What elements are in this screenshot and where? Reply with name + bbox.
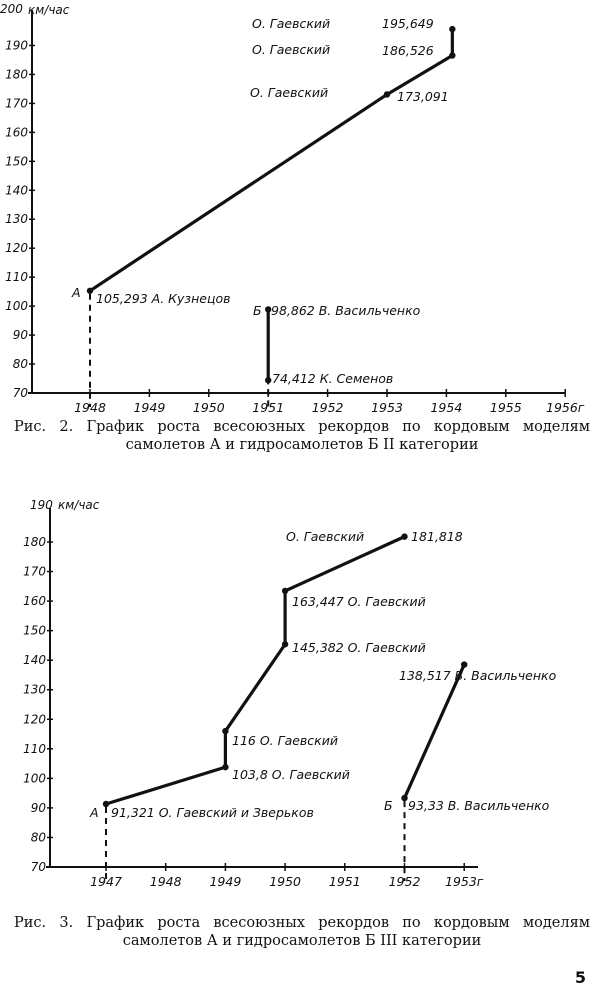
chart-2-y-tick-label: 130 xyxy=(23,682,46,697)
chart-2-x-tick-label: 1951 xyxy=(328,874,361,889)
chart-1-x-tick-label: 1955 xyxy=(489,400,522,415)
chart-1-y-tick-label: 140 xyxy=(5,183,28,198)
chart-2-data-point xyxy=(282,588,288,594)
chart-1-data-point xyxy=(449,26,455,32)
chart-1-y-tick-label: 120 xyxy=(5,241,28,256)
chart-2-x-tick-label: 1947 xyxy=(90,874,122,889)
chart-1-x-tick-label: 1951 xyxy=(252,400,285,415)
chart-2-data-point xyxy=(103,801,109,807)
chart-2-y-tick-label: 140 xyxy=(23,653,46,668)
chart-2-x-tick-label: 1948 xyxy=(149,874,182,889)
chart-2 xyxy=(23,498,556,889)
chart-2-y-tick-label: 170 xyxy=(23,564,46,579)
chart-1-y-unit: км/час xyxy=(28,3,70,17)
chart-2-y-tick-label: 100 xyxy=(23,771,46,786)
chart-2-annotation-author: О. Гаевский xyxy=(286,529,365,544)
chart-2-point-label: 138,517 В. Васильченко xyxy=(399,668,557,683)
chart-1-y-top-tick: 200 xyxy=(0,2,23,16)
chart-2-y-tick-label: 180 xyxy=(23,535,46,549)
chart-2-y-top-tick: 190 xyxy=(30,498,53,512)
chart-2-data-point xyxy=(461,661,467,667)
chart-1-point-label: 98,862 В. Васильченко xyxy=(271,303,421,318)
chart-2-point-label: 91,321 О. Гаевский и Зверьков xyxy=(111,805,314,820)
chart-2-caption: Рис. 3. График роста всесоюзных рекордов по кордовым моделям самолетов А и гидросамолетов Б III категории xyxy=(14,915,590,949)
chart-2-data-point xyxy=(401,533,407,539)
chart-2-y-tick-label: 90 xyxy=(30,800,46,815)
chart-2-x-tick-label: 1950 xyxy=(269,874,302,889)
chart-1-series-a-marker: А xyxy=(72,285,81,300)
chart-2-y-tick-label: 150 xyxy=(23,623,46,638)
chart-2-point-label: 93,33 В. Васильченко xyxy=(408,798,550,813)
chart-2-y-unit: км/час xyxy=(58,498,100,512)
chart-2-point-label: 103,8 О. Гаевский xyxy=(232,767,350,782)
chart-1-y-tick-label: 170 xyxy=(5,96,28,111)
page-number: 5 xyxy=(574,968,586,987)
chart-2-y-tick-label: 70 xyxy=(30,860,46,874)
chart-1-x-tick-label: 1949 xyxy=(133,400,166,415)
chart-1-y-tick-label: 160 xyxy=(5,125,28,140)
chart-1-x-tick-label: 1950 xyxy=(192,400,225,415)
chart-2-series-b-line xyxy=(405,665,465,799)
chart-2-y-tick-label: 110 xyxy=(23,741,46,756)
chart-1-annotation-author-2: О. Гаевский xyxy=(252,42,331,57)
chart-1-y-tick-label: 90 xyxy=(12,328,28,343)
chart-1-x-tick-label: 1948 xyxy=(74,400,106,415)
chart-2-x-tick-label: 1949 xyxy=(209,874,242,889)
chart-1-x-tick-label: 1954 xyxy=(430,400,463,415)
chart-2-data-point xyxy=(222,728,228,734)
chart-1-series-b-marker: Б xyxy=(253,303,262,318)
chart-2-point-label: 163,447 О. Гаевский xyxy=(292,594,426,609)
chart-1-caption: Рис. 2. График роста всесоюзных рекордов по кордовым моделям самолетов А и гидросамолетов Б II категории xyxy=(14,419,590,453)
chart-2-data-point xyxy=(282,641,288,647)
chart-2-series-b-marker: Б xyxy=(384,798,393,813)
chart-2-y-tick-label: 120 xyxy=(23,712,46,727)
chart-1-y-tick-label: 190 xyxy=(5,38,28,53)
chart-2-y-tick-label: 80 xyxy=(30,830,46,845)
chart-1-y-tick-label: 180 xyxy=(5,67,28,82)
chart-1-x-tick-label: 1952 xyxy=(311,400,344,415)
chart-1-x-tick-label: 1953 xyxy=(371,400,403,415)
chart-1-data-point xyxy=(87,288,93,294)
chart-1-y-tick-label: 130 xyxy=(5,212,28,227)
chart-2-series-a-marker: А xyxy=(90,805,99,820)
chart-1-y-tick-label: 80 xyxy=(12,357,28,372)
chart-1-data-point xyxy=(449,52,455,58)
chart-2-series-a-line xyxy=(106,537,405,804)
chart-1-point-label: 173,091 xyxy=(397,89,449,104)
chart-1-x-tick-label: 1956г xyxy=(546,400,585,415)
chart-1-point-label: 74,412 К. Семенов xyxy=(272,371,394,386)
chart-1-point-label: 186,526 xyxy=(382,43,434,58)
chart-1-point-label: 105,293 А. Кузнецов xyxy=(96,291,231,306)
chart-1-point-label: 195,649 xyxy=(382,16,434,31)
chart-1-y-tick-label: 70 xyxy=(12,386,28,400)
chart-1-data-point xyxy=(265,377,271,383)
chart-1-y-tick-label: 100 xyxy=(5,299,28,314)
chart-2-data-point xyxy=(401,795,407,801)
chart-1-y-tick-label: 110 xyxy=(5,270,28,285)
chart-1-annotation-author-3: О. Гаевский xyxy=(250,85,329,100)
chart-2-x-tick-label: 1952 xyxy=(388,874,421,889)
chart-2-data-point xyxy=(222,764,228,770)
chart-1-annotation-author-1: О. Гаевский xyxy=(252,16,331,31)
chart-2-point-label: 181,818 xyxy=(411,529,463,544)
chart-1-series-a-line xyxy=(90,29,452,291)
chart-2-x-tick-label: 1953г xyxy=(445,874,484,889)
chart-1-data-point xyxy=(384,91,390,97)
chart-2-y-tick-label: 160 xyxy=(23,594,46,609)
chart-2-point-label: 116 О. Гаевский xyxy=(232,733,338,748)
chart-1-y-tick-label: 150 xyxy=(5,154,28,169)
chart-2-point-label: 145,382 О. Гаевский xyxy=(292,640,426,655)
chart-1 xyxy=(0,2,585,415)
